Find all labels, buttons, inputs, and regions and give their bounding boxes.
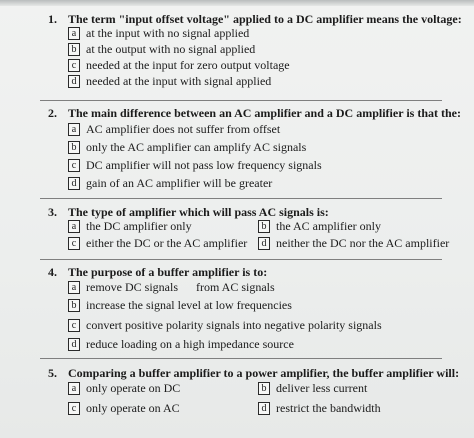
option-letter-box[interactable]: c [68,237,80,250]
option-text: remove DC signals from AC signals [86,280,275,294]
question-number: 4. [48,265,57,279]
option-letter-box[interactable]: b [68,299,80,312]
option-c[interactable] [68,401,180,417]
question-stem: The main difference between an AC amplifier and a DC amplifier is that the: [68,106,461,120]
question-number: 5. [48,366,57,380]
question-stem: The term "input offset voltage" applied to a DC amplifier means the voltage: [68,12,462,26]
option-d[interactable] [258,236,449,252]
option-letter-box[interactable]: c [68,159,80,172]
option-a[interactable] [68,280,275,296]
option-a[interactable] [68,26,249,42]
option-text: gain of an AC amplifier will be greater [86,176,273,190]
option-text: the AC amplifier only [276,219,381,233]
option-letter-box[interactable]: c [68,59,80,72]
option-b[interactable] [68,42,255,58]
option-text: convert positive polarity signals into negative polarity signals [86,318,382,332]
option-letter-box[interactable]: b [258,382,270,395]
option-text: at the output with no signal applied [86,42,256,56]
option-letter-box[interactable]: a [68,382,80,395]
option-b[interactable] [68,140,306,156]
option-d[interactable] [68,74,271,90]
option-letter-box[interactable]: c [68,319,80,332]
option-c[interactable] [68,318,382,334]
option-letter-box[interactable]: b [68,43,80,56]
option-text: either the DC or the AC amplifier [86,236,248,250]
option-a[interactable] [68,122,280,138]
option-text: only the AC amplifier can amplify AC signals [86,140,307,154]
option-letter-box[interactable]: a [68,281,80,294]
option-text: reduce loading on a high impedance source [86,337,294,351]
option-letter-box[interactable]: d [68,338,80,351]
option-text: only operate on AC [86,401,180,415]
option-b[interactable] [68,298,292,314]
option-text: needed at the input for zero output voltage [86,58,290,72]
option-letter-box[interactable]: a [68,27,80,40]
option-text: needed at the input with signal applied [86,74,272,88]
option-text: restrict the bandwidth [276,401,381,415]
option-d[interactable] [258,401,381,417]
section-divider [40,259,442,260]
option-c[interactable] [68,236,247,252]
option-letter-box[interactable]: d [258,402,270,415]
option-letter-box[interactable]: a [68,220,80,233]
option-c[interactable] [68,158,322,174]
option-text: only operate on DC [86,381,181,395]
question-number: 1. [48,12,57,26]
option-a[interactable] [68,381,180,397]
option-letter-box[interactable]: a [68,123,80,136]
option-text: the DC amplifier only [86,219,192,233]
question-stem: The purpose of a buffer amplifier is to: [68,265,268,279]
option-b[interactable] [258,219,381,235]
option-letter-box[interactable]: d [258,237,270,250]
option-d[interactable] [68,337,294,353]
option-letter-box[interactable]: d [68,177,80,190]
question-number: 2. [48,106,57,120]
option-letter-box[interactable]: d [68,75,80,88]
option-letter-box[interactable]: c [68,402,80,415]
section-divider [40,100,442,101]
question-number: 3. [48,205,57,219]
page-top-edge [0,0,474,6]
question-stem: Comparing a buffer amplifier to a power amplifier, the buffer amplifier will: [68,366,460,380]
option-text: deliver less current [276,381,368,395]
option-b[interactable] [258,381,367,397]
option-a[interactable] [68,219,192,235]
section-divider [40,358,442,359]
option-text: at the input with no signal applied [86,26,250,40]
section-divider [40,198,442,199]
option-text: DC amplifier will not pass low frequency signals [86,158,322,172]
option-c[interactable] [68,58,290,74]
option-d[interactable] [68,176,272,192]
option-text: AC amplifier does not suffer from offset [86,122,281,136]
option-letter-box[interactable]: b [68,141,80,154]
option-text: neither the DC nor the AC amplifier [276,236,450,250]
option-letter-box[interactable]: b [258,220,270,233]
option-text: increase the signal level at low frequencies [86,298,292,312]
question-stem: The type of amplifier which will pass AC signals is: [68,205,329,219]
